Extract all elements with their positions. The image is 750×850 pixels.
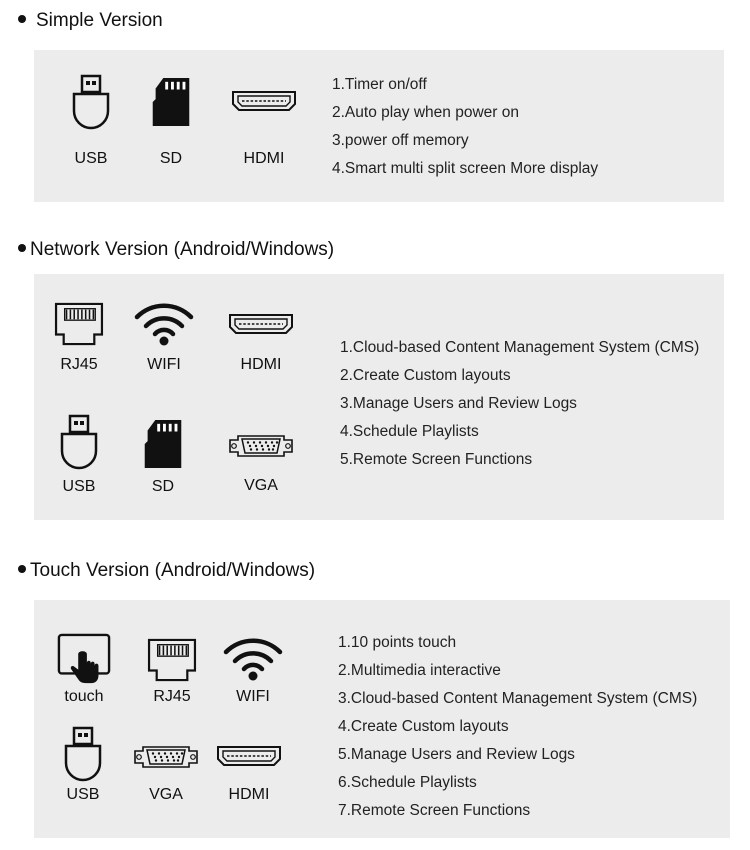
hdmi-port xyxy=(224,90,304,167)
sd-port xyxy=(131,77,211,167)
wifi-icon xyxy=(223,637,283,681)
simple-panel xyxy=(34,50,724,202)
feature-item: 3.Manage Users and Review Logs xyxy=(340,395,577,412)
bullet-icon xyxy=(18,244,26,252)
feature-item: 2.Auto play when power on xyxy=(332,104,519,121)
touch-screen-icon xyxy=(57,632,111,686)
feature-item: 7.Remote Screen Functions xyxy=(338,802,531,819)
ethernet-port-icon xyxy=(147,638,197,682)
usb-port xyxy=(43,726,123,803)
usb-icon xyxy=(59,414,99,470)
usb-icon xyxy=(63,726,103,782)
simple-feature-list xyxy=(332,71,598,183)
section-title-text: Network Version (Android/Windows) xyxy=(30,239,335,260)
hdmi-port xyxy=(221,313,301,373)
sd-label: SD xyxy=(159,150,183,167)
touch-panel xyxy=(34,600,730,838)
usb-icon xyxy=(71,74,111,130)
feature-item: 4.Create Custom layouts xyxy=(338,718,509,735)
touch-feature-list xyxy=(338,629,697,825)
vga-icon xyxy=(133,743,199,771)
sd-card-icon xyxy=(151,77,191,127)
section-title-network xyxy=(18,239,334,261)
vga-port xyxy=(221,432,301,494)
feature-item: 2.Multimedia interactive xyxy=(338,662,501,679)
feature-item: 3.Cloud-based Content Management System (CMS) xyxy=(338,690,698,707)
sd-port xyxy=(123,419,203,495)
usb-label: USB xyxy=(74,150,108,167)
wifi-label: WIFI xyxy=(147,356,181,373)
rj45-label: RJ45 xyxy=(153,688,191,705)
hdmi-port xyxy=(209,745,289,803)
hdmi-icon xyxy=(228,313,294,335)
usb-label: USB xyxy=(62,478,96,495)
wifi-feature xyxy=(124,302,204,373)
hdmi-label: HDMI xyxy=(228,786,270,803)
rj45-port xyxy=(39,302,119,373)
wifi-icon xyxy=(134,302,194,346)
rj45-label: RJ45 xyxy=(60,356,98,373)
feature-item: 5.Manage Users and Review Logs xyxy=(338,746,575,763)
vga-port xyxy=(126,743,206,803)
hdmi-label: HDMI xyxy=(240,356,282,373)
section-title-touch xyxy=(18,560,315,582)
feature-item: 1.10 points touch xyxy=(338,634,457,651)
sd-card-icon xyxy=(143,419,183,469)
feature-item: 2.Create Custom layouts xyxy=(340,367,511,384)
touch-feature xyxy=(44,632,124,705)
feature-item: 3.power off memory xyxy=(332,132,469,149)
bullet-icon xyxy=(18,565,26,573)
vga-label: VGA xyxy=(149,786,183,803)
sd-label: SD xyxy=(151,478,175,495)
hdmi-label: HDMI xyxy=(243,150,285,167)
rj45-port xyxy=(132,638,212,705)
wifi-feature xyxy=(213,637,293,705)
feature-item: 1.Cloud-based Content Management System (CMS) xyxy=(340,339,700,356)
usb-label: USB xyxy=(66,786,100,803)
ethernet-port-icon xyxy=(54,302,104,346)
feature-item: 6.Schedule Playlists xyxy=(338,774,477,791)
vga-icon xyxy=(228,432,294,460)
vga-label: VGA xyxy=(244,477,278,494)
section-title-text: Touch Version (Android/Windows) xyxy=(30,560,316,581)
usb-port xyxy=(39,414,119,495)
touch-label: touch xyxy=(64,688,104,705)
network-panel xyxy=(34,274,724,520)
usb-port xyxy=(51,74,131,167)
feature-item: 1.Timer on/off xyxy=(332,76,427,93)
feature-item: 4.Smart multi split screen More display xyxy=(332,160,599,177)
hdmi-icon xyxy=(231,90,297,112)
network-feature-list xyxy=(340,334,699,474)
wifi-label: WIFI xyxy=(236,688,270,705)
hdmi-icon xyxy=(216,745,282,767)
section-title-text: Simple Version xyxy=(36,10,163,31)
feature-item: 4.Schedule Playlists xyxy=(340,423,479,440)
feature-item: 5.Remote Screen Functions xyxy=(340,451,533,468)
bullet-icon xyxy=(18,15,26,23)
section-title-simple xyxy=(18,10,163,32)
